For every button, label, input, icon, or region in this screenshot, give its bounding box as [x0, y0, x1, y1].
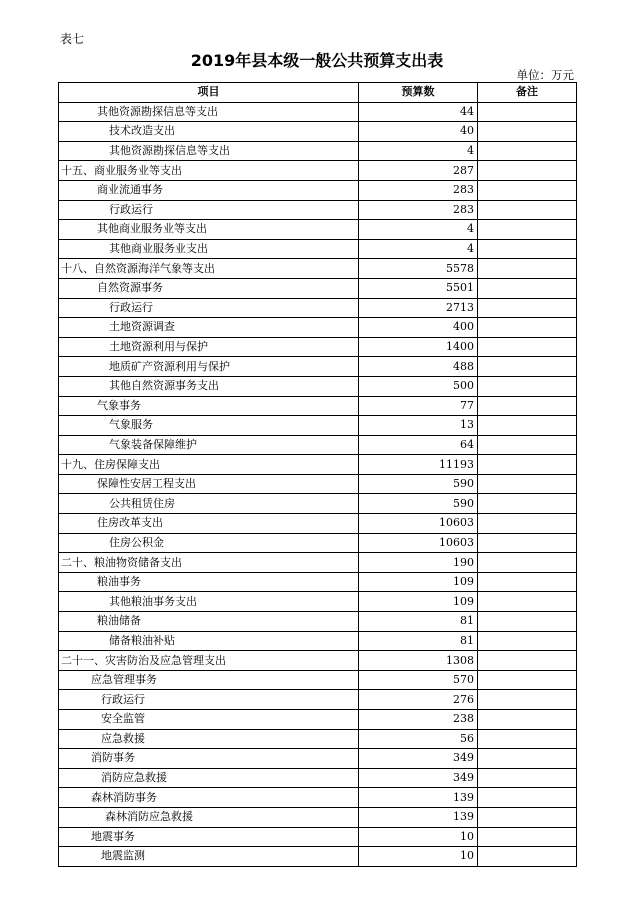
row-note [478, 161, 577, 181]
row-budget-value: 139 [359, 788, 478, 808]
row-note [478, 357, 577, 377]
row-note [478, 239, 577, 259]
budget-table [58, 82, 577, 867]
row-item-name: 公共租赁住房 [59, 494, 359, 514]
row-item-name: 住房公积金 [59, 533, 359, 553]
row-budget-value: 4 [359, 141, 478, 161]
row-note [478, 670, 577, 690]
row-note [478, 318, 577, 338]
row-note [478, 259, 577, 279]
table-row [59, 514, 577, 534]
row-note [478, 514, 577, 534]
header-budget: 预算数 [359, 83, 478, 103]
row-item-name: 气象服务 [59, 416, 359, 436]
table-row [59, 298, 577, 318]
table-row [59, 807, 577, 827]
row-budget-value: 109 [359, 592, 478, 612]
row-note [478, 592, 577, 612]
row-item-name: 地震监测 [59, 847, 359, 867]
table-row [59, 259, 577, 279]
table-row [59, 278, 577, 298]
row-item-name: 应急救援 [59, 729, 359, 749]
row-item-name: 其他商业服务业等支出 [59, 220, 359, 240]
table-row [59, 200, 577, 220]
table-row [59, 474, 577, 494]
row-note [478, 416, 577, 436]
row-budget-value: 11193 [359, 455, 478, 475]
table-row [59, 161, 577, 181]
row-item-name: 气象事务 [59, 396, 359, 416]
row-budget-value: 139 [359, 807, 478, 827]
row-note [478, 533, 577, 553]
unit-label: 单位：万元 [516, 68, 574, 82]
row-budget-value: 570 [359, 670, 478, 690]
table-row [59, 847, 577, 867]
row-item-name: 保障性安居工程支出 [59, 474, 359, 494]
row-item-name: 行政运行 [59, 200, 359, 220]
row-note [478, 572, 577, 592]
row-budget-value: 590 [359, 494, 478, 514]
row-budget-value: 2713 [359, 298, 478, 318]
row-budget-value: 10 [359, 827, 478, 847]
row-budget-value: 287 [359, 161, 478, 181]
row-note [478, 220, 577, 240]
table-row [59, 651, 577, 671]
row-item-name: 自然资源事务 [59, 278, 359, 298]
row-item-name: 地质矿产资源利用与保护 [59, 357, 359, 377]
row-note [478, 827, 577, 847]
row-note [478, 729, 577, 749]
row-note [478, 749, 577, 769]
row-item-name: 应急管理事务 [59, 670, 359, 690]
row-item-name: 十五、商业服务业等支出 [59, 161, 359, 181]
row-budget-value: 64 [359, 435, 478, 455]
table-row [59, 396, 577, 416]
table-row [59, 239, 577, 259]
row-item-name: 其他自然资源事务支出 [59, 376, 359, 396]
table-row [59, 788, 577, 808]
row-note [478, 807, 577, 827]
row-budget-value: 488 [359, 357, 478, 377]
row-note [478, 396, 577, 416]
row-budget-value: 283 [359, 200, 478, 220]
row-budget-value: 1308 [359, 651, 478, 671]
table-header-row [59, 83, 577, 103]
row-note [478, 102, 577, 122]
table-row [59, 435, 577, 455]
row-item-name: 气象装备保障维护 [59, 435, 359, 455]
row-item-name: 土地资源调查 [59, 318, 359, 338]
row-item-name: 其他资源勘探信息等支出 [59, 141, 359, 161]
row-budget-value: 4 [359, 220, 478, 240]
table-row [59, 357, 577, 377]
row-note [478, 651, 577, 671]
table-row [59, 690, 577, 710]
row-budget-value: 10603 [359, 514, 478, 534]
row-note [478, 200, 577, 220]
row-item-name: 消防应急救援 [59, 768, 359, 788]
row-budget-value: 1400 [359, 337, 478, 357]
table-row [59, 572, 577, 592]
row-budget-value: 276 [359, 690, 478, 710]
row-item-name: 商业流通事务 [59, 180, 359, 200]
header-note: 备注 [478, 83, 577, 103]
row-note [478, 631, 577, 651]
row-note [478, 455, 577, 475]
row-item-name: 其他粮油事务支出 [59, 592, 359, 612]
table-row [59, 670, 577, 690]
table-row [59, 749, 577, 769]
row-note [478, 768, 577, 788]
row-note [478, 435, 577, 455]
table-row [59, 318, 577, 338]
row-note [478, 494, 577, 514]
row-budget-value: 56 [359, 729, 478, 749]
table-row [59, 122, 577, 142]
row-note [478, 690, 577, 710]
row-item-name: 十八、自然资源海洋气象等支出 [59, 259, 359, 279]
row-item-name: 粮油储备 [59, 612, 359, 632]
row-budget-value: 590 [359, 474, 478, 494]
table-row [59, 553, 577, 573]
row-item-name: 地震事务 [59, 827, 359, 847]
table-row [59, 102, 577, 122]
row-note [478, 376, 577, 396]
table-row [59, 827, 577, 847]
table-row [59, 337, 577, 357]
row-budget-value: 10603 [359, 533, 478, 553]
row-item-name: 森林消防应急救援 [59, 807, 359, 827]
row-item-name: 粮油事务 [59, 572, 359, 592]
row-note [478, 278, 577, 298]
row-note [478, 847, 577, 867]
row-note [478, 612, 577, 632]
row-budget-value: 40 [359, 122, 478, 142]
row-item-name: 其他资源勘探信息等支出 [59, 102, 359, 122]
row-budget-value: 10 [359, 847, 478, 867]
row-budget-value: 349 [359, 749, 478, 769]
table-row [59, 710, 577, 730]
table-row [59, 416, 577, 436]
row-budget-value: 349 [359, 768, 478, 788]
row-item-name: 安全监管 [59, 710, 359, 730]
row-budget-value: 109 [359, 572, 478, 592]
table-row [59, 455, 577, 475]
row-budget-value: 500 [359, 376, 478, 396]
row-item-name: 技术改造支出 [59, 122, 359, 142]
row-item-name: 行政运行 [59, 690, 359, 710]
row-budget-value: 44 [359, 102, 478, 122]
table-row [59, 533, 577, 553]
row-budget-value: 5578 [359, 259, 478, 279]
row-note [478, 710, 577, 730]
table-row [59, 729, 577, 749]
table-row [59, 592, 577, 612]
row-item-name: 二十、粮油物资储备支出 [59, 553, 359, 573]
table-row [59, 494, 577, 514]
table-row [59, 180, 577, 200]
row-budget-value: 77 [359, 396, 478, 416]
row-item-name: 二十一、灾害防治及应急管理支出 [59, 651, 359, 671]
row-budget-value: 400 [359, 318, 478, 338]
table-row [59, 612, 577, 632]
page-title: 2019年县本级一般公共预算支出表 [190, 51, 444, 70]
row-item-name: 其他商业服务业支出 [59, 239, 359, 259]
row-item-name: 行政运行 [59, 298, 359, 318]
table-row [59, 376, 577, 396]
table-row [59, 220, 577, 240]
row-item-name: 消防事务 [59, 749, 359, 769]
row-item-name: 十九、住房保障支出 [59, 455, 359, 475]
row-budget-value: 283 [359, 180, 478, 200]
header-item: 项目 [59, 83, 359, 103]
row-budget-value: 238 [359, 710, 478, 730]
row-note [478, 180, 577, 200]
row-note [478, 337, 577, 357]
row-note [478, 141, 577, 161]
row-note [478, 298, 577, 318]
row-budget-value: 5501 [359, 278, 478, 298]
table-row [59, 141, 577, 161]
row-budget-value: 81 [359, 631, 478, 651]
table-row [59, 768, 577, 788]
row-note [478, 788, 577, 808]
row-item-name: 土地资源利用与保护 [59, 337, 359, 357]
row-note [478, 122, 577, 142]
row-note [478, 553, 577, 573]
row-budget-value: 190 [359, 553, 478, 573]
row-note [478, 474, 577, 494]
row-budget-value: 13 [359, 416, 478, 436]
row-item-name: 森林消防事务 [59, 788, 359, 808]
row-item-name: 储备粮油补贴 [59, 631, 359, 651]
table-label: 表七 [60, 32, 85, 46]
row-item-name: 住房改革支出 [59, 514, 359, 534]
row-budget-value: 81 [359, 612, 478, 632]
row-budget-value: 4 [359, 239, 478, 259]
table-row [59, 631, 577, 651]
